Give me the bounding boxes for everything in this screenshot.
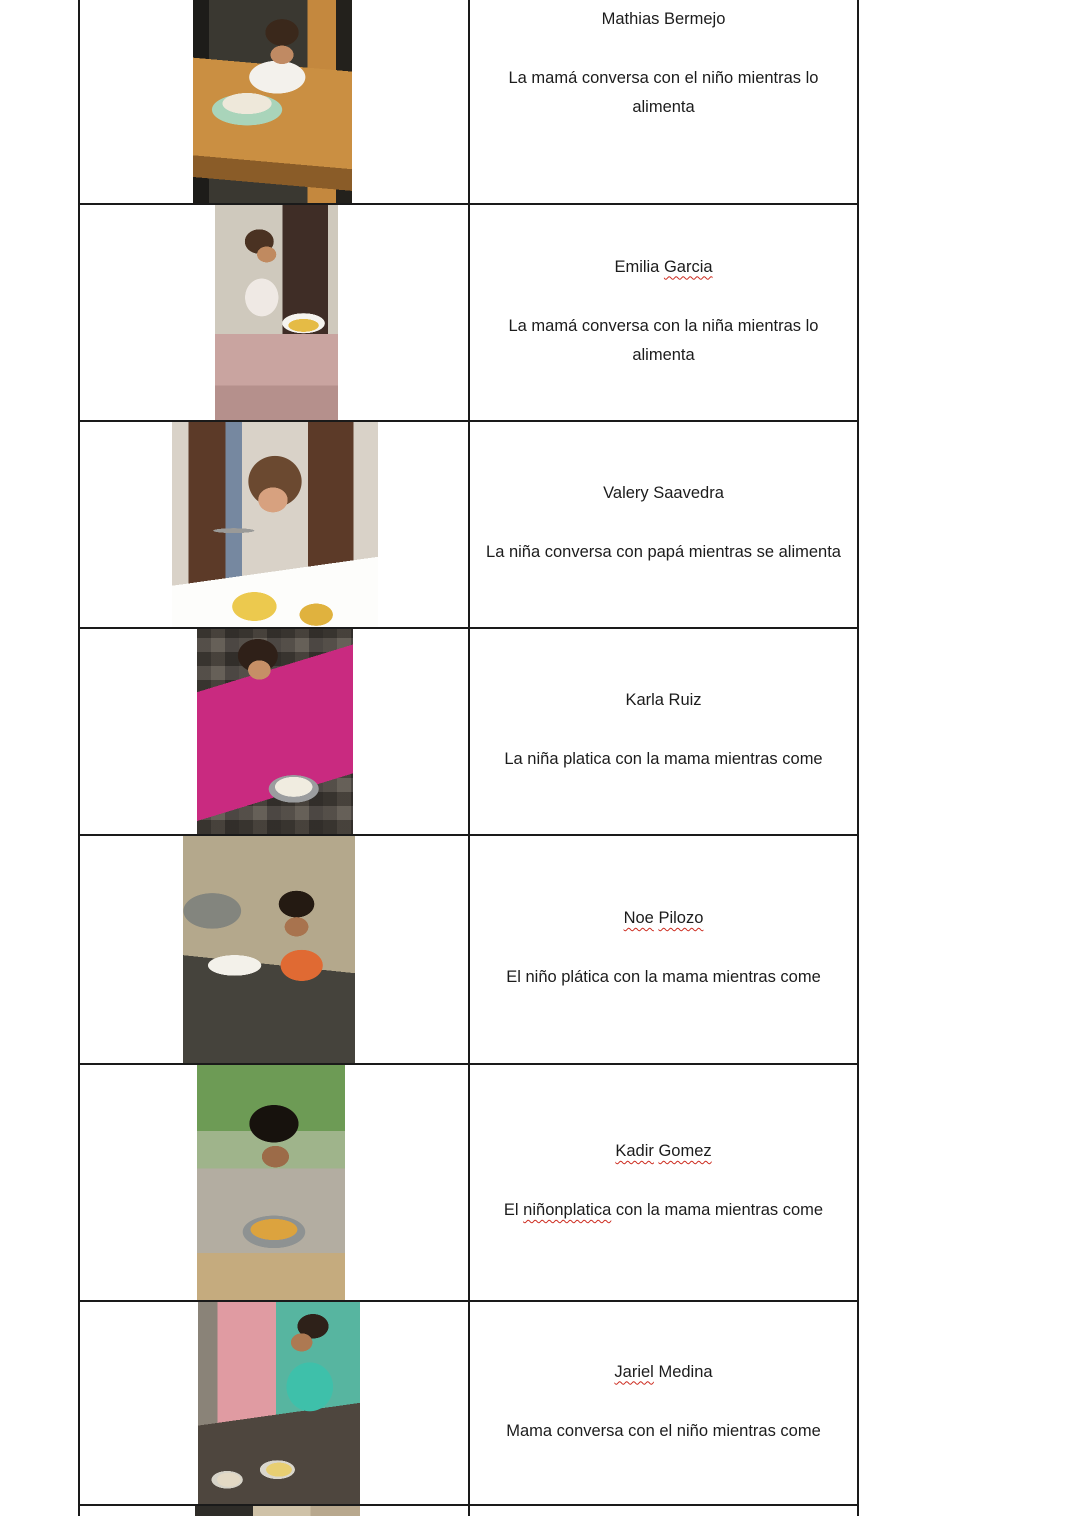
photo-cell	[80, 1506, 470, 1516]
observation-text: La niña platica con la mama mientras come	[504, 750, 823, 768]
table-row	[80, 629, 857, 836]
observation-text: El niñonplatica con la mama mientras come	[503, 1201, 824, 1219]
table-row-partial	[80, 1506, 857, 1516]
child-photo	[197, 629, 353, 834]
child-name-text: Kadir Gomez	[615, 1142, 712, 1160]
table-row	[80, 1302, 857, 1506]
photo-cell	[80, 422, 470, 627]
text-cell	[470, 1065, 857, 1300]
text-cell	[470, 1506, 857, 1516]
child-name-text: Valery Saavedra	[603, 484, 724, 502]
photo-cell	[80, 205, 470, 420]
text-cell	[470, 422, 857, 627]
child-photo	[215, 205, 338, 420]
photo-cell	[80, 1065, 470, 1300]
child-photo	[172, 422, 378, 627]
observation-text: La niña conversa con papá mientras se alimenta	[486, 543, 841, 561]
observation-text: El niño plática con la mama mientras come	[506, 968, 821, 986]
observation-table	[78, 0, 859, 1516]
child-name-text: Jariel Medina	[614, 1362, 713, 1381]
table-row	[80, 836, 857, 1065]
child-photo	[197, 1065, 345, 1300]
text-cell	[470, 629, 857, 834]
text-cell	[470, 836, 857, 1063]
observation-text: La mamá conversa con la niña mientras lo alimenta	[508, 316, 819, 364]
child-name-text: Emilia Garcia	[614, 257, 713, 276]
photo-cell	[80, 1302, 470, 1504]
table-row	[80, 205, 857, 422]
child-name-text: Mathias Bermejo	[601, 10, 726, 28]
text-cell	[470, 205, 857, 420]
child-photo	[183, 836, 355, 1063]
child-name-text: Karla Ruiz	[625, 691, 702, 709]
observation-text: Mama conversa con el niño mientras come	[506, 1421, 821, 1440]
photo-cell	[80, 836, 470, 1063]
table-row	[80, 1065, 857, 1302]
text-cell	[470, 1302, 857, 1504]
photo-cell	[80, 629, 470, 834]
child-photo	[198, 1302, 360, 1504]
table-row	[80, 0, 857, 205]
child-photo	[193, 0, 352, 203]
child-photo	[195, 1506, 360, 1516]
text-cell	[470, 0, 857, 203]
table-row	[80, 422, 857, 629]
child-name-text: Noe Pilozo	[623, 909, 704, 927]
photo-cell	[80, 0, 470, 203]
observation-text: La mamá conversa con el niño mientras lo alimenta	[508, 69, 819, 116]
